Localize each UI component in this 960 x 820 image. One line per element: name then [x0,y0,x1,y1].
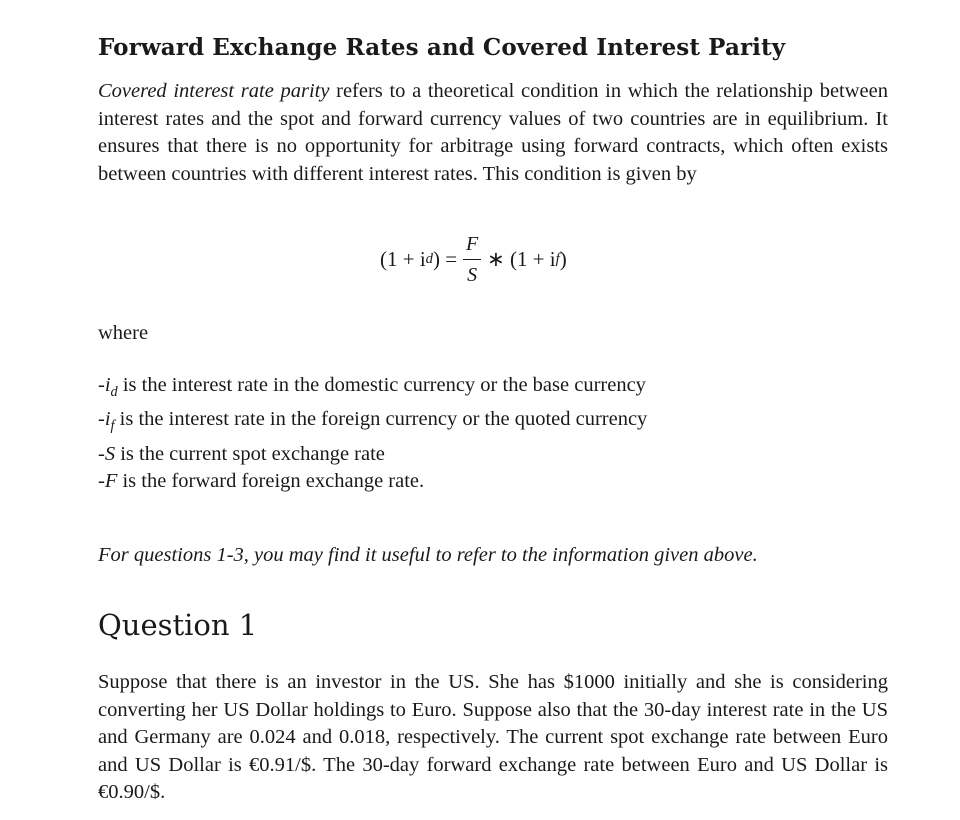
intro-text: refers to a theoretical condition in which the relationship between interest rates and the spot and forward currency values of two countries are in equilibrium. It ensures that there is no opportunity for arbitrage using forward contracts, which often exists between countries with different interest rates. This condition is given by [98,80,889,185]
section-title: Forward Exchange Rates and Covered Interest Parity [98,34,786,61]
equation-lhs-close: ) = [433,246,458,271]
question-body: Suppose that there is an investor in the US. She has $1000 initially and she is considering converting her US Dollar holdings to Euro. Suppose also that the 30-day interest rate in the US and Germany are 0.024 and 0.018, respectively. The current spot exchange rate between Euro and US Dollar is €0.91/$. The 30-day forward exchange rate between Euro and US Dollar is €0.90/$. [98,671,888,804]
definition-subscript: d [110,383,118,400]
definition-text: is the interest rate in the domestic currency or the base currency [117,373,646,396]
definition-item [98,441,888,469]
equation-fraction [463,232,481,287]
definition-symbol: i [104,408,111,431]
definition-item [98,468,888,496]
equation-lhs: (1 + i [380,246,426,271]
equation-rhs-close: ) [559,246,567,271]
definition-subscript: f [110,418,115,435]
definition-item [98,406,888,441]
definition-symbol: F [104,470,118,493]
fraction-numerator: F [466,232,479,255]
question-heading: Question 1 [98,608,258,643]
fraction-denominator: S [467,263,478,286]
definition-text: is the forward foreign exchange rate. [117,470,425,493]
fraction-bar [463,259,481,260]
document-page [98,30,888,807]
definition-text: is the interest rate in the foreign currency or the quoted currency [114,408,648,431]
equation-lhs-subscript: d [425,250,434,267]
questions-note: For questions 1-3, you may find it useful to refer to the information given above. [98,543,758,566]
definition-text: is the current spot exchange rate [115,442,385,465]
where-label: where [98,322,149,344]
equation-rhs: ∗ (1 + i [487,246,556,271]
definition-prefix: - [98,470,105,493]
definition-symbol: S [104,442,116,465]
intro-paragraph [98,78,888,188]
definition-prefix: - [98,442,105,465]
definition-prefix: - [98,373,105,396]
parity-equation [98,226,888,292]
equation-rhs-subscript: f [555,250,560,267]
intro-emphasis: Covered interest rate parity [98,80,330,102]
definition-symbol: i [104,373,111,396]
definition-item [98,372,888,407]
definitions-list [98,372,888,496]
definition-prefix: - [98,408,105,431]
